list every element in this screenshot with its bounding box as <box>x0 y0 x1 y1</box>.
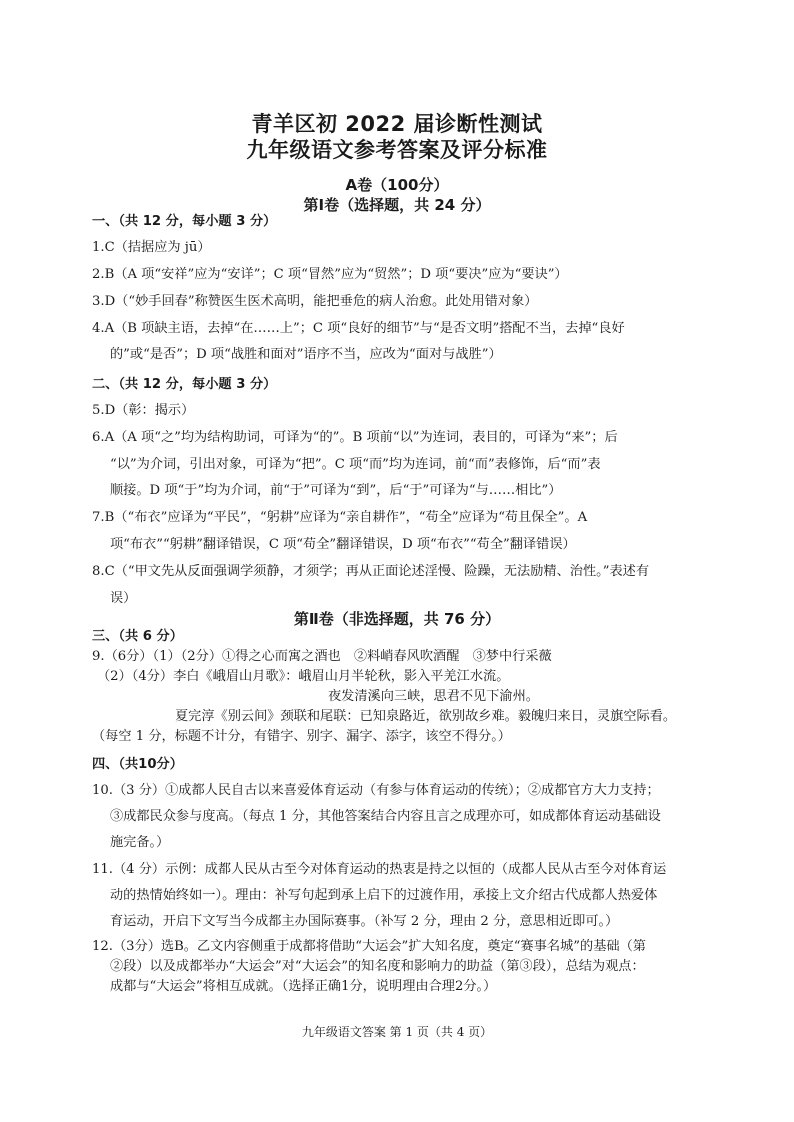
answer-q12-line1: 12.（3分）选B。乙文内容侧重于成都将借助“大运会”扩大知名度，奠定“赛事名城”的基础（第 <box>92 939 646 954</box>
answer-q11-line1: 11.（4 分）示例：成都人民从古至今对体育运动的热衷是持之以恒的（成都人民从古至今对体育运 <box>92 862 667 877</box>
section-1-heading: 一、（共 12 分，每小题 3 分） <box>92 214 277 229</box>
answer-q9-line3: 夜发清溪向三峡，思君不见下渝州。 <box>328 689 539 704</box>
answer-q10-line1: 10.（3 分）①成都人民自古以来喜爱体育运动（有参与体育运动的传统）；②成都官方大力支持； <box>92 783 660 798</box>
doc-title-line-1: 青羊区初 2022 届诊断性测试 <box>251 112 543 136</box>
answer-q6-line3: 顺接。D 项“于”均为介词，前“于”可译为“到”，后“于”可译为“与……相比”） <box>110 483 562 498</box>
answer-q9-line1: 9.（6分）（1）（2分）①得之心而寓之酒也 ②料峭春风吹酒醒 ③梦中行采薇 <box>92 649 552 664</box>
section-4-heading: 四、（共10分） <box>92 757 183 772</box>
page-footer: 九年级语文答案 第 1 页（共 4 页） <box>301 1025 493 1039</box>
section-3-heading: 三、（共 6 分） <box>92 629 183 644</box>
answer-q9-line2: （2）（4分）李白《峨眉山月歌》：峨眉山月半轮秋，影入平羌江水流。 <box>97 669 510 684</box>
answer-q12-line3: 成都与“大运会”将相互成就。（选择正确1分，说明理由合理2分。） <box>110 979 497 994</box>
answer-q9-line5: （每空 1 分，标题不计分，有错字、别字、漏字、添字，该空不得分。） <box>92 729 511 744</box>
answer-q8-line2: 误） <box>110 591 137 606</box>
answer-q9-line4: 夏完淳《别云间》颈联和尾联：已知泉路近，欲别故乡难。毅魄归来日，灵旗空际看。 <box>175 709 677 724</box>
answer-q6-line1: 6.A（A 项“之”均为结构助词，可译为“的”。B 项前“以”为连词，表目的，可译为“来”；后 <box>92 430 618 445</box>
volume-a-heading: A卷（100分） <box>345 176 449 194</box>
doc-title-line-2: 九年级语文参考答案及评分标准 <box>246 138 548 162</box>
answer-q7-line2: 项“布衣”“躬耕”翻译错误，C 项“苟全”翻译错误，D 项“布衣”“苟全”翻译错误） <box>110 537 576 552</box>
answer-q5: 5.D（彰：揭示） <box>92 403 195 418</box>
answer-q3: 3.D（“妙手回春”称赞医生医术高明，能把垂危的病人治愈。此处用错对象） <box>92 294 538 309</box>
section-2-heading: 二、（共 12 分，每小题 3 分） <box>92 377 277 392</box>
part-2-heading: 第Ⅱ卷（非选择题，共 76 分） <box>293 610 501 628</box>
answer-q10-line3: 施完备。） <box>110 835 170 850</box>
answer-q4-line2: 的”或“是否”；D 项“战胜和面对”语序不当，应改为“面对与战胜”） <box>110 347 502 362</box>
answer-q4-line1: 4.A（B 项缺主语，去掉“在……上”；C 项“良好的细节”与“是否文明”搭配不当，去掉“良好 <box>92 321 625 336</box>
part-1-heading: 第Ⅰ卷（选择题，共 24 分） <box>303 196 491 214</box>
answer-q8-line1: 8.C（“甲文先从反面强调学须静，才须学；再从正面论述淫慢、险躁，无法励精、治性。”表述有 <box>92 564 650 579</box>
answer-q7-line1: 7.B（“布衣”应译为“平民”，“躬耕”应译为“亲自耕作”，“苟全”应译为“苟且保全”。A <box>92 510 588 525</box>
answer-q12-line2: ②段）以及成都举办“大运会”对“大运会”的知名度和影响力的助益（第③段），总结为观点： <box>110 959 645 974</box>
answer-q2: 2.B（A 项“安祥”应为“安详”；C 项“冒然”应为“贸然”；D 项“要决”应为“要诀”） <box>92 267 568 282</box>
answer-q10-line2: ③成都民众参与度高。（每点 1 分，其他答案结合内容且言之成理亦可，如成都体育运动基础设 <box>110 809 661 824</box>
answer-q11-line2: 动的热情始终如一）。理由：补写句起到承上启下的过渡作用，承接上文介绍古代成都人热爱体 <box>110 888 658 903</box>
answer-q6-line2: “以”为介词，引出对象，可译为“把”。C 项“而”均为连词，前“而”表修饰，后“而”表 <box>110 457 601 472</box>
answer-q1: 1.C（拮据应为 jū） <box>92 240 211 255</box>
answer-q11-line3: 育运动，开启下文写当今成都主办国际赛事。（补写 2 分，理由 2 分，意思相近即可。） <box>110 914 619 929</box>
